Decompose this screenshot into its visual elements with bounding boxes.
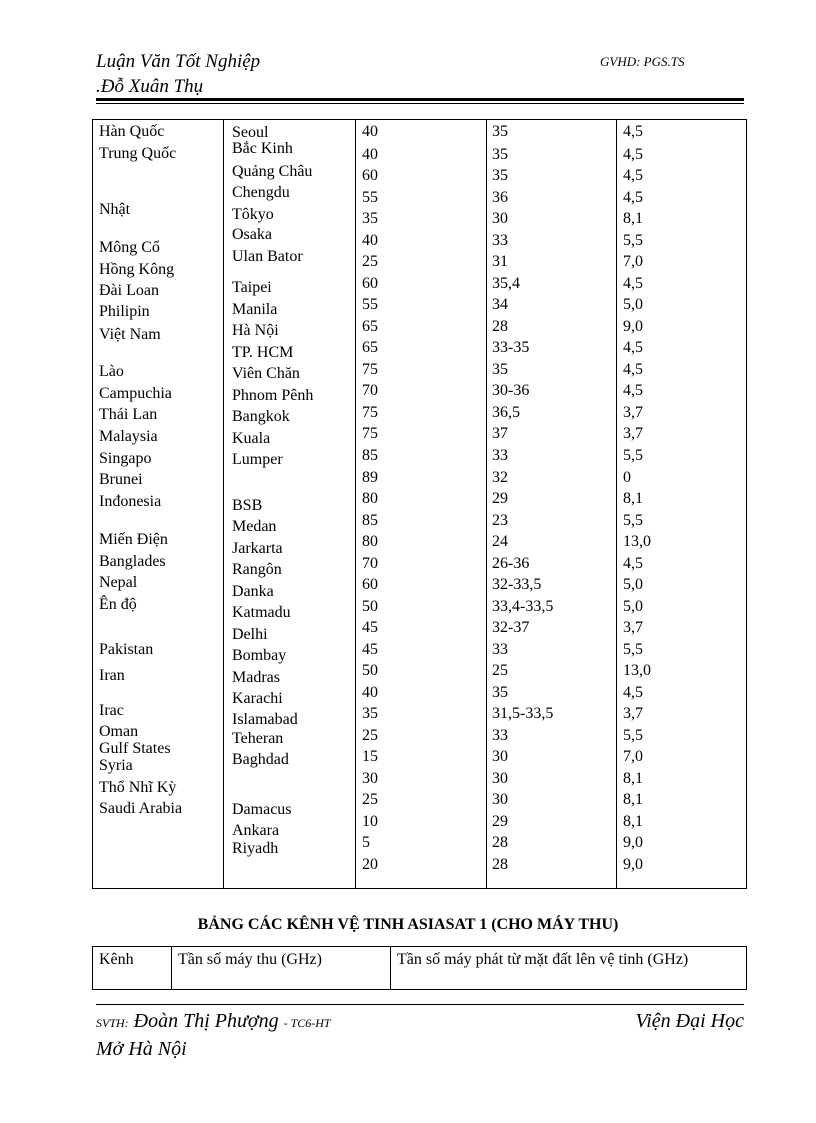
city-cell: Taipei [232,279,272,296]
value5-cell: 3,7 [623,705,643,722]
city-cell: Lumper [232,451,283,468]
value3-cell: 55 [362,189,378,206]
value5-cell: 9,0 [623,318,643,335]
value-column-4 [486,120,617,888]
value3-cell: 30 [362,770,378,787]
value5-cell: 4,5 [623,146,643,163]
country-cell: Oman [99,723,139,740]
value4-cell: 31 [492,253,508,270]
footer-class: - TC6-HT [283,1016,331,1030]
value3-cell: 60 [362,275,378,292]
value4-cell: 28 [492,318,508,335]
value4-cell: 35 [492,146,508,163]
value4-cell: 30 [492,791,508,808]
header-title [96,49,260,99]
header-title-line2: .Đỗ Xuân Thụ [96,76,204,97]
city-cell: Phnom Pênh [232,387,314,404]
value4-cell: 37 [492,425,508,442]
city-cell: Bắc Kinh [232,140,293,157]
city-cell: Islamabad [232,711,298,728]
value5-cell: 5,5 [623,641,643,658]
footer-school: Viện Đại Học [635,1010,744,1032]
value5-cell: 8,1 [623,813,643,830]
value3-cell: 65 [362,318,378,335]
city-cell: Bombay [232,647,287,664]
country-cell: Gulf States [99,740,171,757]
country-cell: Saudi Arabia [99,800,183,817]
city-cell: Osaka [232,226,272,243]
header-rule-thin [96,103,744,104]
value4-cell: 35 [492,361,508,378]
value5-cell: 0 [623,469,631,486]
city-column [223,120,356,888]
value4-cell: 29 [492,813,508,830]
footer-rule [96,1004,744,1005]
city-cell: Ulan Bator [232,248,303,265]
value3-cell: 75 [362,404,378,421]
city-cell: Danka [232,583,274,600]
value4-cell: 24 [492,533,508,550]
city-cell: Karachi [232,690,283,707]
country-cell: Singapo [99,450,152,467]
channel-header-tx-freq: Tần số máy phát từ mặt đất lên vệ tinh (GHz) [390,947,746,989]
value4-cell: 29 [492,490,508,507]
value3-cell: 75 [362,361,378,378]
value3-cell: 10 [362,813,378,830]
header-rule-thick [96,98,744,101]
value3-cell: 70 [362,382,378,399]
city-cell: Hà Nội [232,322,279,339]
value5-cell: 4,5 [623,684,643,701]
value4-cell: 28 [492,856,508,873]
country-cell: Philipin [99,303,150,320]
country-cell: Irac [99,702,124,719]
satellite-table [92,119,747,889]
value3-cell: 85 [362,512,378,529]
value5-cell: 5,0 [623,576,643,593]
value5-cell: 13,0 [623,533,651,550]
header-title-line1: Luận Văn Tốt Nghiệp [96,51,261,72]
value5-cell: 4,5 [623,339,643,356]
footer-svth-label: SVTH: [96,1016,129,1030]
value3-cell: 40 [362,684,378,701]
value-column-3 [355,120,487,888]
country-cell: Thổ Nhĩ Kỳ [99,779,177,796]
country-cell: Việt Nam [99,326,161,343]
footer-student-name: Đoàn Thị Phượng [133,1010,279,1032]
value4-cell: 35 [492,684,508,701]
value5-cell: 4,5 [623,189,643,206]
value3-cell: 5 [362,834,370,851]
channel-header-rx-freq: Tần số máy thu (GHz) [171,947,390,989]
city-cell: Viên Chăn [232,365,300,382]
city-cell: Chengdu [232,184,290,201]
city-cell: Kuala [232,430,271,447]
value4-cell: 28 [492,834,508,851]
value3-cell: 25 [362,727,378,744]
channel-header-kenh: Kênh [99,951,134,968]
value5-cell: 4,5 [623,167,643,184]
value3-cell: 80 [362,490,378,507]
value5-cell: 3,7 [623,619,643,636]
country-cell: Pakistan [99,641,154,658]
country-cell: Hàn Quốc [99,123,165,140]
city-cell: Damacus [232,801,292,818]
country-cell: Campuchia [99,385,172,402]
value5-cell: 5,0 [623,598,643,615]
value5-cell: 4,5 [623,382,643,399]
value4-cell: 30 [492,748,508,765]
value4-cell: 26-36 [492,555,530,572]
city-cell: Ankara [232,822,280,839]
country-cell: Đài Loan [99,282,159,299]
value3-cell: 45 [362,641,378,658]
value3-cell: 70 [362,555,378,572]
value5-cell: 4,5 [623,361,643,378]
value5-cell: 9,0 [623,834,643,851]
value4-cell: 30-36 [492,382,530,399]
value4-cell: 36,5 [492,404,520,421]
value4-cell: 33 [492,641,508,658]
value4-cell: 25 [492,662,508,679]
value3-cell: 60 [362,167,378,184]
country-cell: Ên độ [99,596,137,613]
city-cell: Seoul [232,124,269,141]
value5-cell: 8,1 [623,770,643,787]
city-cell: Teheran [232,730,284,747]
value5-cell: 7,0 [623,748,643,765]
value-column-5 [616,120,747,888]
city-cell: Delhi [232,626,268,643]
value3-cell: 80 [362,533,378,550]
value4-cell: 30 [492,210,508,227]
value4-cell: 36 [492,189,508,206]
value5-cell: 5,5 [623,447,643,464]
country-cell: Malaysia [99,428,158,445]
value3-cell: 50 [362,662,378,679]
city-cell: TP. HCM [232,344,294,361]
value3-cell: 40 [362,146,378,163]
value4-cell: 32 [492,469,508,486]
value5-cell: 5,5 [623,727,643,744]
value3-cell: 40 [362,123,378,140]
city-cell: Riyadh [232,840,279,857]
city-cell: Madras [232,669,280,686]
value3-cell: 89 [362,469,378,486]
footer-school-line2: Mở Hà Nội [96,1038,187,1060]
value3-cell: 65 [362,339,378,356]
value5-cell: 5,5 [623,232,643,249]
value4-cell: 33 [492,727,508,744]
value3-cell: 60 [362,576,378,593]
value4-cell: 35,4 [492,275,520,292]
value4-cell: 32-37 [492,619,530,636]
value4-cell: 31,5-33,5 [492,705,554,722]
header-advisor: GVHD: PGS.TS [600,54,685,69]
city-cell: Tôkyo [232,206,274,223]
channel-table [92,946,747,990]
footer-student [96,1008,331,1062]
city-cell: Jarkarta [232,540,283,557]
value3-cell: 15 [362,748,378,765]
value3-cell: 25 [362,791,378,808]
value5-cell: 8,1 [623,490,643,507]
value3-cell: 20 [362,856,378,873]
country-cell: Nepal [99,574,138,591]
country-cell: Thái Lan [99,406,158,423]
value4-cell: 34 [492,296,508,313]
value3-cell: 35 [362,705,378,722]
value4-cell: 32-33,5 [492,576,542,593]
country-cell: Miến Điện [99,531,168,548]
value5-cell: 8,1 [623,791,643,808]
city-cell: Katmadu [232,604,291,621]
country-cell: Mông Cổ [99,239,160,256]
value5-cell: 3,7 [623,404,643,421]
value5-cell: 5,5 [623,512,643,529]
value5-cell: 5,0 [623,296,643,313]
value5-cell: 4,5 [623,555,643,572]
value3-cell: 55 [362,296,378,313]
country-cell: Trung Quốc [99,145,177,162]
value4-cell: 35 [492,123,508,140]
section-title: BẢNG CÁC KÊNH VỆ TINH ASIASAT 1 (CHO MÁY THU) [197,916,619,933]
city-cell: Baghdad [232,751,289,768]
city-cell: Rangôn [232,561,282,578]
value4-cell: 35 [492,167,508,184]
value5-cell: 4,5 [623,275,643,292]
value3-cell: 45 [362,619,378,636]
city-cell: Manila [232,301,278,318]
city-cell: Quảng Châu [232,163,313,180]
country-cell: Hồng Kông [99,261,175,278]
country-cell: Lào [99,363,124,380]
value3-cell: 85 [362,447,378,464]
country-cell: Inđonesia [99,493,162,510]
value4-cell: 23 [492,512,508,529]
country-column [93,120,223,888]
value4-cell: 33 [492,232,508,249]
value5-cell: 4,5 [623,123,643,140]
value4-cell: 30 [492,770,508,787]
value5-cell: 9,0 [623,856,643,873]
city-cell: Medan [232,518,277,535]
value5-cell: 7,0 [623,253,643,270]
value5-cell: 3,7 [623,425,643,442]
city-cell: Bangkok [232,408,290,425]
value3-cell: 75 [362,425,378,442]
value4-cell: 33 [492,447,508,464]
value5-cell: 13,0 [623,662,651,679]
city-cell: BSB [232,497,263,514]
value3-cell: 25 [362,253,378,270]
country-cell: Nhật [99,201,131,218]
country-cell: Banglades [99,553,166,570]
value3-cell: 50 [362,598,378,615]
country-cell: Syria [99,757,133,774]
country-cell: Brunei [99,471,143,488]
value5-cell: 8,1 [623,210,643,227]
value4-cell: 33,4-33,5 [492,598,554,615]
value3-cell: 40 [362,232,378,249]
value3-cell: 35 [362,210,378,227]
country-cell: Iran [99,667,125,684]
value4-cell: 33-35 [492,339,530,356]
